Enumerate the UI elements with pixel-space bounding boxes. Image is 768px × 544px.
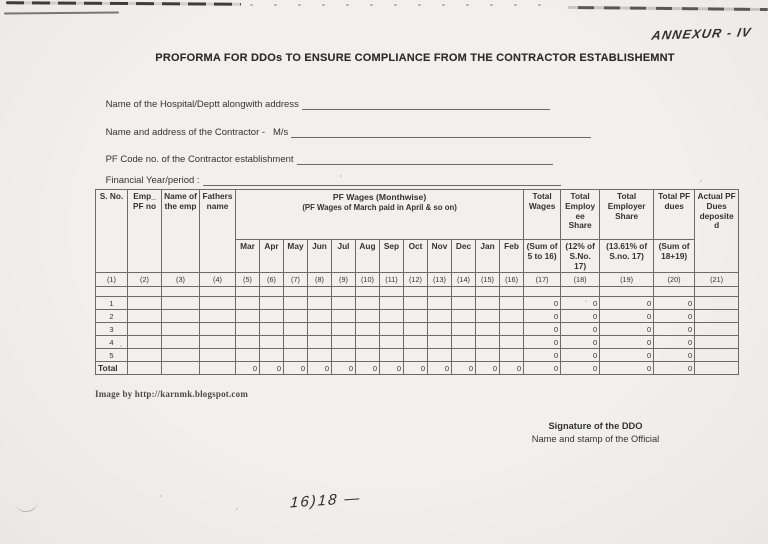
signature-line-1: Signature of the DDO	[548, 421, 643, 431]
employee-row	[96, 297, 739, 310]
value-cell	[332, 310, 356, 323]
value-cell: 0	[284, 362, 308, 375]
value-cell	[128, 362, 162, 375]
column-number: (6)	[260, 273, 284, 287]
value-cell	[162, 362, 200, 375]
value-cell	[308, 336, 332, 349]
value-cell	[236, 349, 260, 362]
employee-row	[96, 323, 739, 336]
value-cell: 0	[500, 362, 524, 375]
column-number: (16)	[500, 273, 524, 287]
column-number: (14)	[452, 273, 476, 287]
value-cell	[162, 336, 200, 349]
value-cell	[236, 287, 260, 297]
col-header-name-of-emp: Name of the emp	[162, 190, 200, 273]
column-number: (2)	[128, 273, 162, 287]
value-cell	[332, 336, 356, 349]
value-cell: 0	[654, 323, 695, 336]
value-cell: 0	[654, 362, 695, 375]
value-cell: 0	[600, 297, 654, 310]
value-cell	[452, 336, 476, 349]
value-cell	[284, 323, 308, 336]
col-header-total-pf-dues: Total PF dues	[654, 190, 695, 240]
month-column-header: Jun	[308, 240, 332, 273]
employee-row	[96, 310, 739, 323]
value-cell	[200, 310, 236, 323]
value-cell	[380, 336, 404, 349]
value-cell	[695, 323, 739, 336]
value-cell: 0	[561, 362, 600, 375]
pf-wages-group-note: (PF Wages of March paid in April & so on)	[302, 203, 457, 213]
value-cell	[476, 323, 500, 336]
value-cell	[404, 349, 428, 362]
scan-smudge-top-left	[6, 1, 241, 6]
col-header-actual-pf-dues: Actual PF Dues deposited	[695, 190, 739, 273]
value-cell	[332, 349, 356, 362]
value-cell	[284, 336, 308, 349]
field-hospital-name-label: Name of the Hospital/Deptt alongwith address	[105, 99, 299, 110]
value-cell	[695, 310, 739, 323]
employee-row	[96, 336, 739, 349]
row-label-cell: 2	[96, 310, 128, 323]
signature-block	[518, 420, 673, 447]
value-cell	[332, 323, 356, 336]
employee-row	[96, 349, 739, 362]
scan-smudge-top-middle	[250, 4, 550, 6]
employer-share-formula: (13.61% of S.no. 17)	[600, 240, 654, 273]
column-number: (18)	[561, 273, 600, 287]
value-cell	[695, 349, 739, 362]
value-cell	[200, 323, 236, 336]
value-cell	[476, 297, 500, 310]
value-cell	[284, 349, 308, 362]
column-number: (10)	[356, 273, 380, 287]
month-column-header: Jan	[476, 240, 500, 273]
value-cell: 0	[524, 362, 561, 375]
value-cell	[128, 287, 162, 297]
column-number: (7)	[284, 273, 308, 287]
column-number: (3)	[162, 273, 200, 287]
pf-wages-table	[95, 189, 739, 375]
value-cell	[128, 310, 162, 323]
column-number: (8)	[308, 273, 332, 287]
value-cell: 0	[476, 362, 500, 375]
month-column-header: Nov	[428, 240, 452, 273]
value-cell	[428, 287, 452, 297]
document-title: PROFORMA FOR DDOs TO ENSURE COMPLIANCE FROM THE CONTRACTOR ESTABLISHEMNT	[155, 52, 675, 64]
value-cell	[260, 287, 284, 297]
value-cell: 0	[600, 349, 654, 362]
value-cell	[200, 287, 236, 297]
value-cell	[236, 336, 260, 349]
field-pf-code-label: PF Code no. of the Contractor establishment	[105, 154, 294, 165]
value-cell: 0	[524, 323, 561, 336]
value-cell	[380, 310, 404, 323]
month-column-header: Jul	[332, 240, 356, 273]
value-cell	[404, 287, 428, 297]
value-cell: 0	[452, 362, 476, 375]
value-cell	[404, 310, 428, 323]
value-cell	[428, 297, 452, 310]
month-column-header: May	[284, 240, 308, 273]
value-cell	[428, 336, 452, 349]
value-cell	[162, 310, 200, 323]
value-cell: 0	[524, 310, 561, 323]
value-cell	[236, 310, 260, 323]
value-cell	[404, 297, 428, 310]
value-cell: 0	[561, 297, 600, 310]
value-cell	[452, 310, 476, 323]
value-cell	[200, 297, 236, 310]
total-pf-dues-formula: (Sum of 18+19)	[654, 240, 695, 273]
value-cell	[404, 336, 428, 349]
month-column-header: Oct	[404, 240, 428, 273]
value-cell: 0	[561, 310, 600, 323]
value-cell	[260, 310, 284, 323]
col-header-emp-pf-no: Emp_ PF no	[128, 190, 162, 273]
row-label-cell: Total	[96, 362, 128, 375]
col-group-pf-wages	[236, 190, 524, 240]
value-cell	[260, 323, 284, 336]
value-cell	[695, 362, 739, 375]
value-cell: 0	[561, 336, 600, 349]
value-cell: 0	[524, 336, 561, 349]
row-label-cell	[96, 287, 128, 297]
header-row-1	[96, 190, 739, 240]
value-cell	[128, 349, 162, 362]
attribution-text: Image by http://karnmk.blogspot.com	[95, 389, 249, 399]
value-cell: 0	[308, 362, 332, 375]
column-number: (17)	[524, 273, 561, 287]
value-cell: 0	[380, 362, 404, 375]
field-financial-year-label: Financial Year/period :	[105, 175, 200, 186]
value-cell	[260, 349, 284, 362]
col-header-s-no: S. No.	[96, 190, 128, 273]
value-cell: 0	[524, 349, 561, 362]
value-cell	[308, 310, 332, 323]
value-cell	[260, 336, 284, 349]
column-number: (19)	[600, 273, 654, 287]
value-cell	[452, 323, 476, 336]
column-number: (11)	[380, 273, 404, 287]
value-cell: 0	[561, 323, 600, 336]
value-cell	[284, 297, 308, 310]
value-cell	[500, 310, 524, 323]
col-header-total-wages: Total Wages	[524, 190, 561, 240]
value-cell: 0	[654, 349, 695, 362]
scan-smudge-top-left-2	[4, 11, 119, 14]
value-cell: 0	[600, 336, 654, 349]
value-cell	[654, 287, 695, 297]
value-cell	[428, 310, 452, 323]
field-contractor-name-label: Name and address of the Contractor - M/s	[105, 127, 289, 138]
column-number: (21)	[695, 273, 739, 287]
value-cell	[200, 362, 236, 375]
month-column-header: Dec	[452, 240, 476, 273]
value-cell: 0	[600, 362, 654, 375]
value-cell	[162, 323, 200, 336]
value-cell	[332, 297, 356, 310]
value-cell	[500, 349, 524, 362]
column-number-row	[96, 273, 739, 287]
value-cell	[500, 336, 524, 349]
value-cell: 0	[428, 362, 452, 375]
value-cell	[380, 287, 404, 297]
scan-specks	[0, 0, 2, 2]
col-header-fathers-name: Fathers name	[200, 190, 236, 273]
value-cell	[476, 336, 500, 349]
value-cell	[500, 323, 524, 336]
field-contractor-name-blank-line	[291, 128, 591, 138]
employee-share-formula: (12% of S.No. 17)	[561, 240, 600, 273]
value-cell: 0	[356, 362, 380, 375]
value-cell: 0	[524, 297, 561, 310]
value-cell	[308, 349, 332, 362]
value-cell	[284, 310, 308, 323]
column-number: (15)	[476, 273, 500, 287]
value-cell	[200, 349, 236, 362]
value-cell: 0	[332, 362, 356, 375]
row-label-cell: 1	[96, 297, 128, 310]
value-cell	[308, 297, 332, 310]
value-cell: 0	[654, 336, 695, 349]
value-cell	[332, 287, 356, 297]
total-row	[96, 362, 739, 375]
value-cell: 0	[404, 362, 428, 375]
value-cell	[380, 323, 404, 336]
column-number: (5)	[236, 273, 260, 287]
value-cell	[308, 323, 332, 336]
handwritten-annexure-note: ANNEXUR - IV	[650, 25, 753, 43]
value-cell	[404, 323, 428, 336]
scan-smudge-top-right	[568, 6, 768, 11]
value-cell	[476, 310, 500, 323]
spacer-row	[96, 287, 739, 297]
value-cell	[380, 297, 404, 310]
value-cell	[380, 349, 404, 362]
column-number: (12)	[404, 273, 428, 287]
value-cell: 0	[236, 362, 260, 375]
pf-wages-group-title: PF Wages (Monthwise)	[332, 192, 427, 202]
col-header-total-employee-share: Total Employee Share	[561, 190, 600, 240]
value-cell: 0	[654, 297, 695, 310]
field-financial-year-blank-line	[203, 176, 561, 186]
value-cell	[356, 310, 380, 323]
value-cell	[128, 323, 162, 336]
column-number: (4)	[200, 273, 236, 287]
value-cell	[524, 287, 561, 297]
value-cell	[308, 287, 332, 297]
column-number: (13)	[428, 273, 452, 287]
value-cell	[162, 287, 200, 297]
value-cell: 0	[600, 323, 654, 336]
handwritten-page-mark: 16)18 —	[289, 489, 363, 512]
value-cell: 0	[600, 310, 654, 323]
value-cell	[162, 297, 200, 310]
column-number: (1)	[96, 273, 128, 287]
value-cell: 0	[260, 362, 284, 375]
row-label-cell: 3	[96, 323, 128, 336]
value-cell	[200, 336, 236, 349]
value-cell	[600, 287, 654, 297]
month-column-header: Apr	[260, 240, 284, 273]
value-cell	[428, 349, 452, 362]
month-column-header: Sep	[380, 240, 404, 273]
month-column-header: Aug	[356, 240, 380, 273]
value-cell	[236, 323, 260, 336]
value-cell	[284, 287, 308, 297]
row-label-cell: 5	[96, 349, 128, 362]
value-cell	[500, 287, 524, 297]
value-cell	[695, 336, 739, 349]
month-column-header: Feb	[500, 240, 524, 273]
value-cell	[452, 349, 476, 362]
value-cell	[356, 336, 380, 349]
value-cell	[476, 349, 500, 362]
value-cell	[476, 287, 500, 297]
value-cell	[162, 349, 200, 362]
value-cell	[356, 297, 380, 310]
value-cell	[695, 297, 739, 310]
value-cell: 0	[561, 349, 600, 362]
value-cell	[128, 297, 162, 310]
month-column-header: Mar	[236, 240, 260, 273]
col-header-total-employer-share: Total Employer Share	[600, 190, 654, 240]
value-cell	[561, 287, 600, 297]
signature-line-2: Name and stamp of the Official	[531, 434, 660, 445]
value-cell	[452, 287, 476, 297]
scan-mark-bottom-left	[15, 499, 38, 514]
value-cell	[500, 297, 524, 310]
total-wages-formula: (Sum of 5 to 16)	[524, 240, 561, 273]
value-cell	[260, 297, 284, 310]
value-cell	[356, 349, 380, 362]
value-cell	[428, 323, 452, 336]
column-number: (9)	[332, 273, 356, 287]
row-label-cell: 4	[96, 336, 128, 349]
value-cell	[452, 297, 476, 310]
column-number: (20)	[654, 273, 695, 287]
value-cell	[356, 287, 380, 297]
field-hospital-name-blank-line	[302, 100, 550, 110]
value-cell: 0	[654, 310, 695, 323]
table-body	[96, 287, 739, 375]
value-cell	[128, 336, 162, 349]
value-cell	[236, 297, 260, 310]
value-cell	[356, 323, 380, 336]
value-cell	[695, 287, 739, 297]
